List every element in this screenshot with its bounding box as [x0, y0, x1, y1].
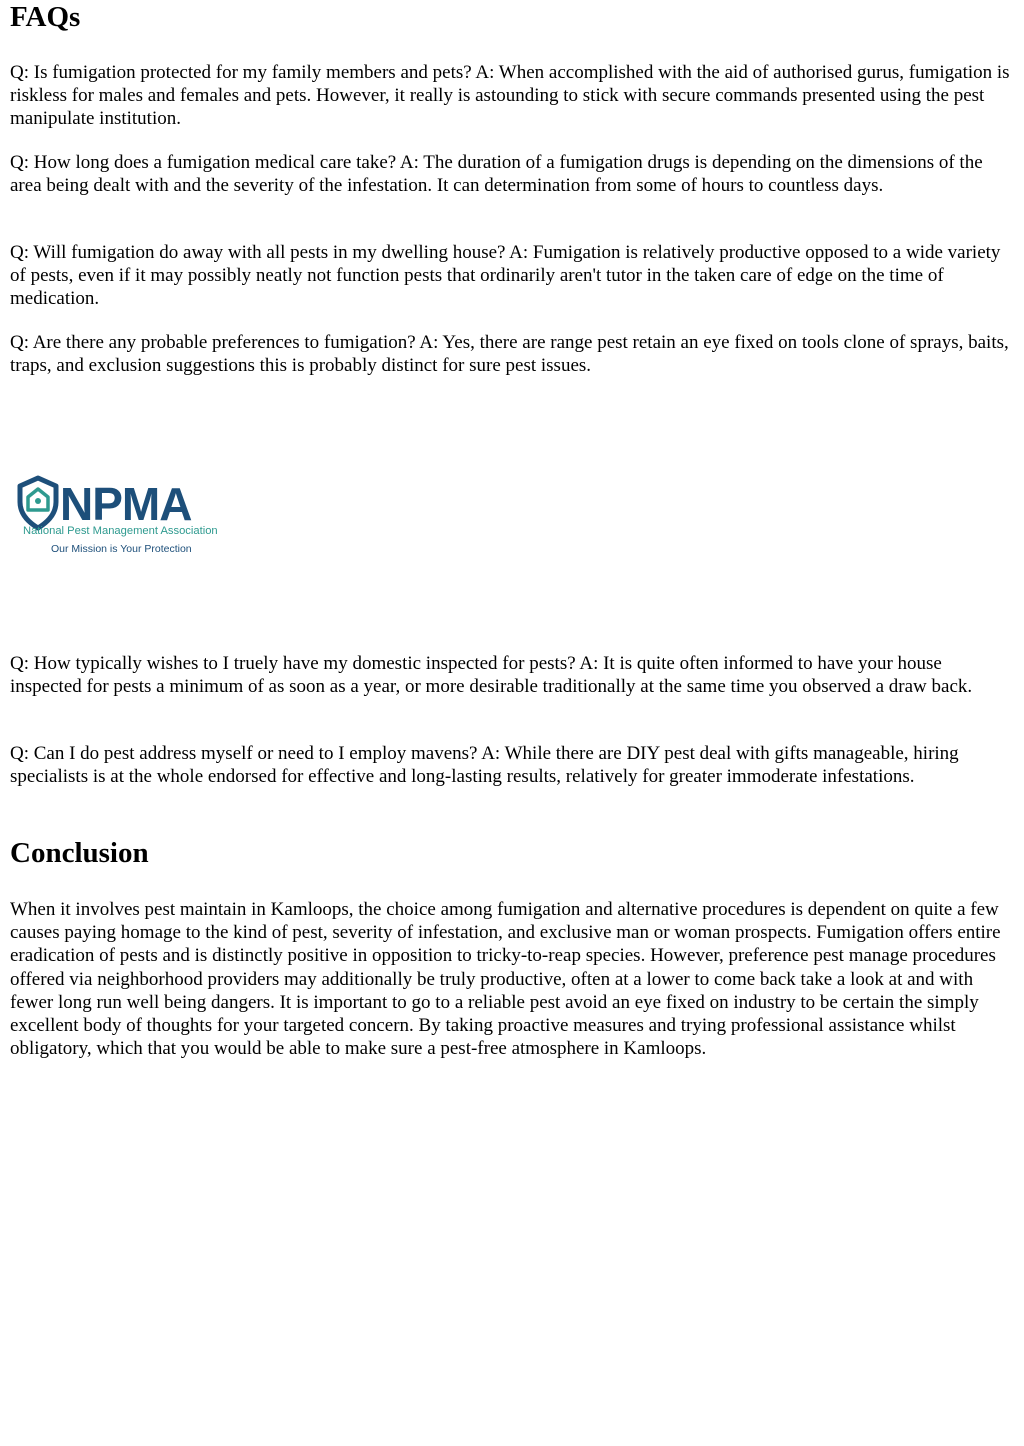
faq-item-fumigation-alternatives: Q: Are there any probable preferences to fumigation? A: Yes, there are range pest retain an eye fixed on tools clone of sprays, baits, traps, and exclusion suggestions this is probably distinct for sure pest issues.: [10, 332, 1009, 377]
faqs-heading: FAQs: [10, 1, 81, 33]
logo-tagline: Our Mission is Your Protection: [51, 543, 192, 555]
faq-item-fumigation-safety: Q: Is fumigation protected for my family members and pets? A: When accomplished with the aid of authorised gurus, fumigation is riskless for males and females and pets. However, it really is astounding to stick with secure commands presented using the pest manipulate institution.: [10, 62, 1010, 130]
npma-logo: [12, 470, 232, 560]
conclusion-heading: Conclusion: [10, 837, 149, 869]
shield-house-icon: [20, 478, 56, 528]
npma-logo-graphic: [12, 470, 232, 560]
faq-item-fumigation-effectiveness: Q: Will fumigation do away with all pests in my dwelling house? A: Fumigation is relatively productive opposed to a wide variety of pests, even if it may possibly neatly not function pests that ordinarily aren't tutor in the taken care of edge on the time of medication.: [10, 242, 1001, 310]
faq-item-inspection-frequency: Q: How typically wishes to I truely have my domestic inspected for pests? A: It is quite often informed to have your house inspected for pests a minimum of as soon as a year, or more desirable traditionally at the same time you observed a draw back.: [10, 653, 973, 698]
logo-wordmark: NPMA: [60, 478, 192, 530]
faq-item-fumigation-duration: Q: How long does a fumigation medical care take? A: The duration of a fumigation drugs is depending on the dimensions of the area being dealt with and the severity of the infestation. It can determination from some of hours to countless days.: [10, 152, 983, 197]
logo-full-name: National Pest Management Association: [23, 525, 218, 537]
faq-item-diy-vs-professional: Q: Can I do pest address myself or need to I employ mavens? A: While there are DIY pest deal with gifts manageable, hiring specialists is at the whole endorsed for effective and long-lasting results, relatively for greater immoderate infestations.: [10, 743, 959, 788]
conclusion-text: When it involves pest maintain in Kamloops, the choice among fumigation and alternative procedures is dependent on quite a few causes paying homage to the kind of pest, severity of infestation, and exclusive man or woman prospects. Fumigation offers entire eradication of pests and is distinctly positive in opposition to tricky-to-reap species. However, preference pest manage procedures offered via neighborhood providers may additionally be truly productive, often at a lower to come back take a look at and with fewer long run well being dangers. It is important to go to a reliable pest avoid an eye fixed on industry to be certain the simply excellent body of thoughts for your targeted concern. By taking proactive measures and trying professional assistance whilst obligatory, which that you would be able to make sure a pest-free atmosphere in Kamloops.: [10, 899, 1001, 1060]
